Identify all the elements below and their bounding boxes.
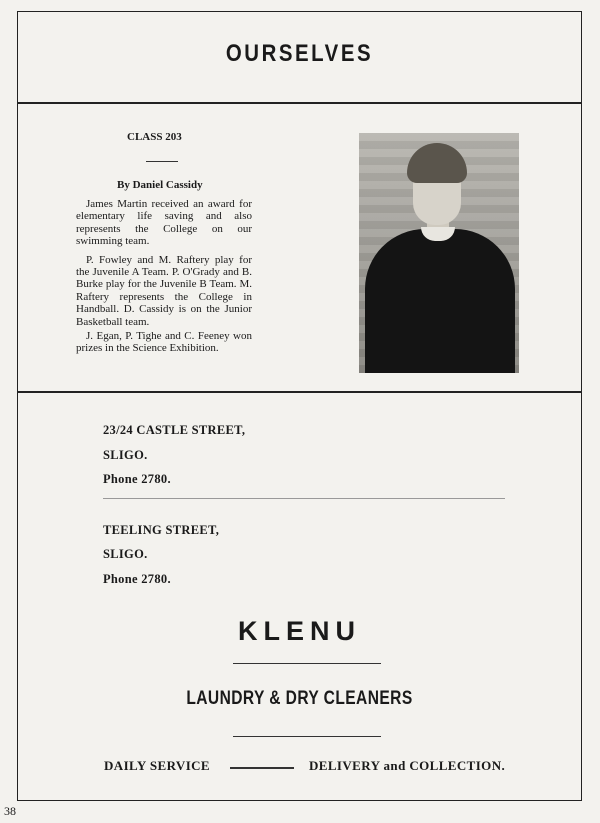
address2-phone: Phone 2780.	[103, 572, 171, 586]
article-paragraph: James Martin received an award for elementary life saving and also represents the College on our swimming team.	[76, 198, 252, 248]
class-heading: CLASS 203	[127, 131, 182, 143]
page-frame	[17, 11, 582, 801]
article-paragraph: P. Fowley and M. Raftery play for the Juvenile A Team. P. O'Grady and B. Burke play for the Juvenile B Team. M. Raftery represents the College in Handball. D. Cassidy is on the Junior Basketball team.	[76, 253, 252, 328]
address1-phone: Phone 2780.	[103, 472, 171, 486]
service-right: DELIVERY and COLLECTION.	[309, 758, 506, 773]
page-number: 38	[4, 804, 16, 818]
address-divider	[103, 498, 505, 499]
student-portrait-photo	[359, 133, 519, 373]
service-left: DAILY SERVICE	[104, 758, 211, 773]
address1-street: 23/24 CASTLE STREET,	[103, 423, 246, 437]
section-divider	[17, 391, 582, 393]
article-paragraph: J. Egan, P. Tighe and C. Feeney won prizes in the Science Exhibition.	[76, 330, 252, 355]
heading-rule	[146, 161, 178, 162]
brand-rule-top	[233, 663, 381, 664]
brand-rule-bottom	[233, 736, 381, 737]
byline: By Daniel Cassidy	[117, 179, 203, 191]
service-dash	[230, 767, 294, 769]
page-title: OURSELVES	[225, 40, 374, 67]
header-divider	[17, 102, 582, 104]
address2-street: TEELING STREET,	[103, 523, 220, 537]
address2-town: SLIGO.	[103, 547, 148, 561]
brand-tagline: LAUNDRY & DRY CLEANERS	[186, 688, 413, 709]
address1-town: SLIGO.	[103, 448, 148, 462]
brand-name: KLENU	[238, 616, 361, 646]
article-body	[76, 198, 252, 361]
